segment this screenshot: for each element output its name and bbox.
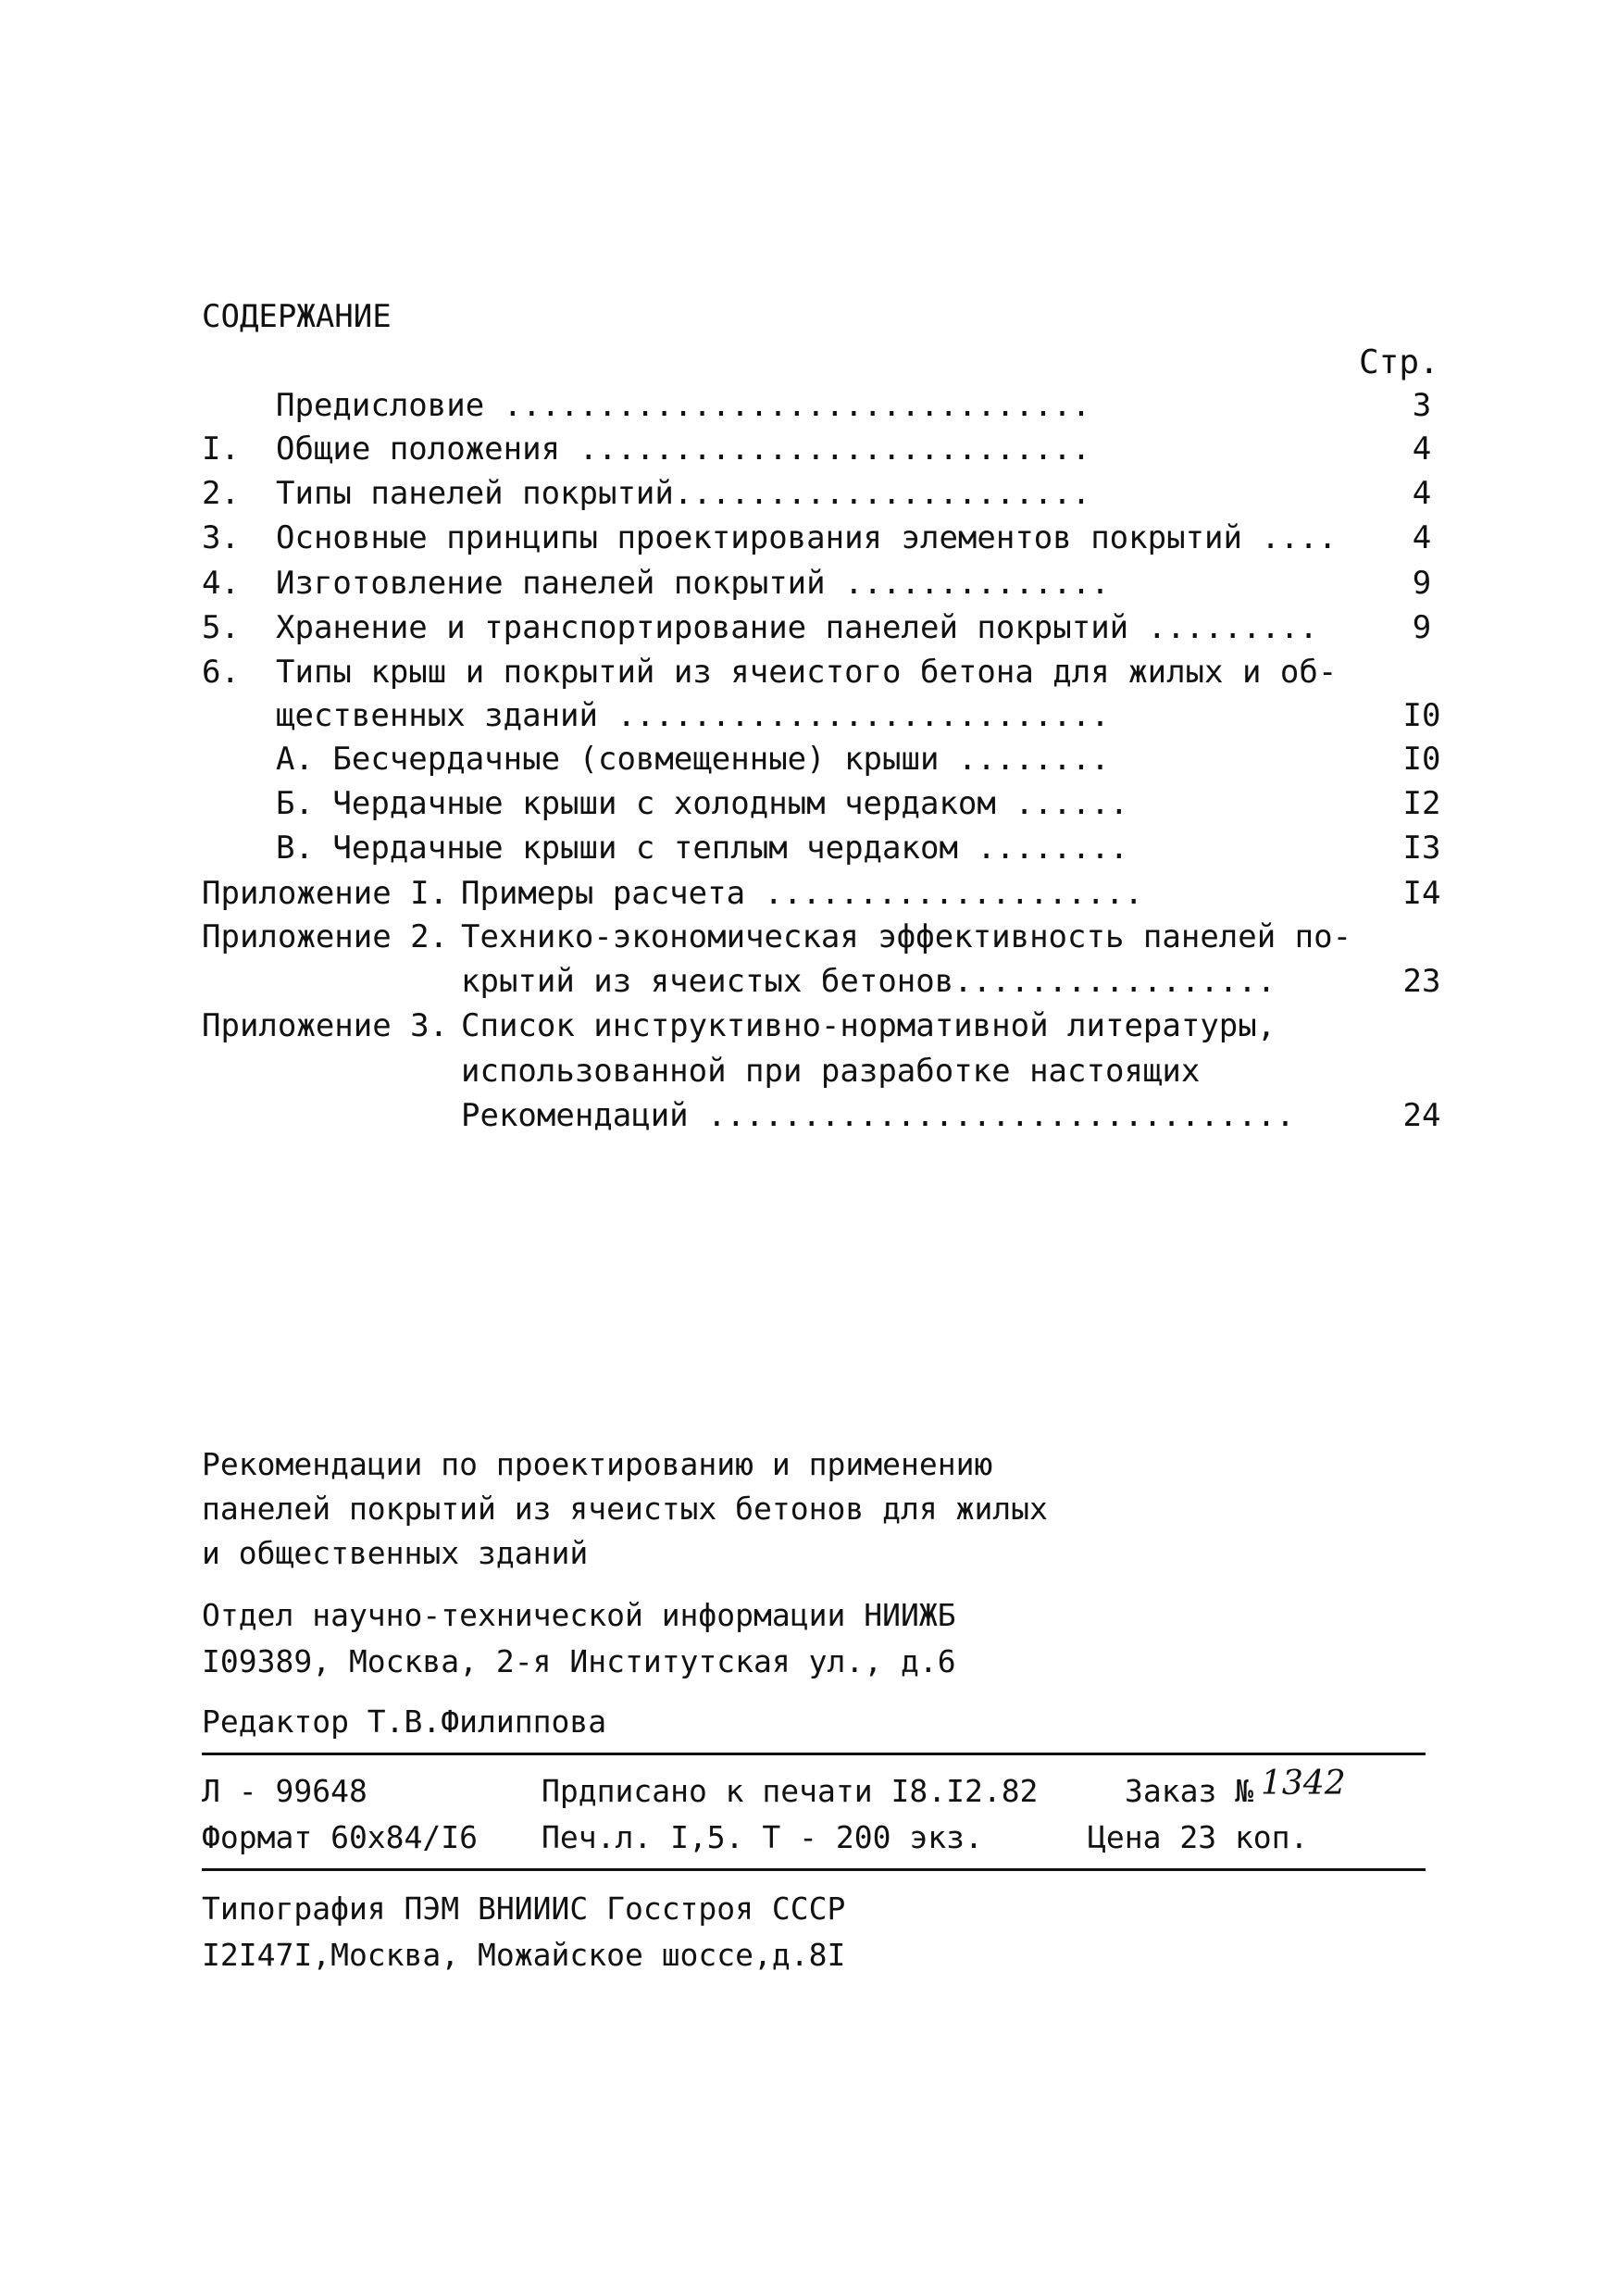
toc-entry bbox=[202, 609, 1432, 654]
dept-line-2: I09389, Москва, 2-я Институтская ул., д.6 bbox=[202, 1643, 956, 1679]
toc-entry-number: Приложение 2. bbox=[202, 918, 449, 955]
toc-entry-text: В. Чердачные крыши с теплым чердаком ........ bbox=[276, 830, 1129, 867]
divider-top bbox=[202, 1753, 1426, 1755]
toc-entry-page: 4 bbox=[1412, 519, 1432, 556]
toc-entry bbox=[202, 918, 1424, 963]
toc-entry bbox=[202, 1097, 1441, 1142]
toc-entry-page: I4 bbox=[1402, 875, 1441, 912]
toc-entry bbox=[202, 785, 1441, 830]
toc-entry-page: I0 bbox=[1402, 741, 1441, 778]
toc-entry-text: Основные принципы проектирования элементов покрытий .... bbox=[276, 519, 1338, 556]
toc-entry-page: 4 bbox=[1412, 430, 1432, 468]
toc-entry bbox=[202, 430, 1432, 475]
license-number: Л - 99648 bbox=[202, 1773, 367, 1809]
toc-entry-text: Хранение и транспортирование панелей покрытий ......... bbox=[276, 609, 1318, 646]
print-sheets: Печ.л. I,5. Т - 200 экз. bbox=[542, 1819, 983, 1855]
toc-entry bbox=[202, 1053, 1424, 1097]
toc-entry-text: Рекомендаций ............................... bbox=[461, 1097, 1295, 1134]
printer-line-1: Типография ПЭМ ВНИИИС Госстроя СССР bbox=[202, 1890, 846, 1927]
order-number-handwritten: 1342 bbox=[1261, 1765, 1346, 1803]
toc-entry-text: крытий из ячеистых бетонов................. bbox=[461, 963, 1277, 1000]
toc-entry-text: Список инструктивно-нормативной литературы, bbox=[461, 1007, 1277, 1044]
book-title-line-3: и общественных зданий bbox=[202, 1535, 589, 1571]
order-label: Заказ № bbox=[1125, 1773, 1254, 1809]
divider-bottom bbox=[202, 1868, 1426, 1871]
toc-entry-text: щественных зданий .......................... bbox=[276, 697, 1110, 734]
toc-entry bbox=[202, 1007, 1424, 1052]
toc-entry-page: I0 bbox=[1402, 697, 1441, 734]
toc-entry-text: Общие положения ........................... bbox=[276, 430, 1091, 468]
toc-entry bbox=[202, 654, 1424, 698]
printer-line-2: I2I47I,Москва, Можайское шоссе,д.8I bbox=[202, 1937, 846, 1973]
paper-format: Формат 60х84/I6 bbox=[202, 1819, 479, 1855]
toc-entry-number: Приложение 3. bbox=[202, 1007, 449, 1044]
toc-entry-text: Типы панелей покрытий...................... bbox=[276, 475, 1091, 512]
toc-entry-number: Приложение I. bbox=[202, 875, 449, 912]
book-title-line-1: Рекомендации по проектированию и применению bbox=[202, 1446, 993, 1482]
toc-entry-number: 5. bbox=[202, 609, 240, 646]
toc-entry-page: 9 bbox=[1412, 565, 1432, 602]
toc-entry bbox=[202, 387, 1432, 431]
toc-entry-number: 6. bbox=[202, 654, 240, 691]
page-column-label: Стр. bbox=[1359, 343, 1439, 381]
toc-entry bbox=[202, 697, 1441, 742]
toc-entry-number: 2. bbox=[202, 475, 240, 512]
toc-entry-text: Технико-экономическая эффективность панелей по- bbox=[461, 918, 1352, 955]
toc-entry-number: I. bbox=[202, 430, 240, 468]
toc-entry-number: 3. bbox=[202, 519, 240, 556]
toc-entry-page: 23 bbox=[1402, 963, 1441, 1000]
toc-entry-text: Типы крыш и покрытий из ячеистого бетона для жилых и об- bbox=[276, 654, 1338, 691]
toc-entry bbox=[202, 741, 1441, 785]
toc-entry-page: 9 bbox=[1412, 609, 1432, 646]
toc-entry bbox=[202, 963, 1441, 1007]
toc-entry bbox=[202, 875, 1441, 919]
signed-to-print: Прдписано к печати I8.I2.82 bbox=[542, 1773, 1039, 1809]
toc-entry bbox=[202, 519, 1432, 564]
toc-entry-text: использованной при разработке настоящих bbox=[461, 1053, 1201, 1090]
toc-entry-text: А. Бесчердачные (совмещенные) крыши ........ bbox=[276, 741, 1110, 778]
toc-entry bbox=[202, 565, 1432, 609]
dept-line-1: Отдел научно-технической информации НИИЖБ bbox=[202, 1597, 956, 1633]
toc-entry bbox=[202, 475, 1432, 519]
toc-title: СОДЕРЖАНИЕ bbox=[202, 298, 392, 335]
book-title-line-2: панелей покрытий из ячеистых бетонов для жилых bbox=[202, 1491, 1048, 1527]
toc-entry-text: Примеры расчета .................... bbox=[461, 875, 1143, 912]
toc-entry-page: 24 bbox=[1402, 1097, 1441, 1134]
toc-entry-text: Изготовление панелей покрытий .............. bbox=[276, 565, 1110, 602]
editor: Редактор Т.В.Филиппова bbox=[202, 1703, 607, 1740]
toc-entry-text: Предисловие ............................... bbox=[276, 387, 1091, 424]
toc-entry-number: 4. bbox=[202, 565, 240, 602]
toc-entry-page: 4 bbox=[1412, 475, 1432, 512]
toc-entry-page: I2 bbox=[1402, 785, 1441, 822]
toc-entry bbox=[202, 830, 1441, 874]
price: Цена 23 коп. bbox=[1088, 1819, 1309, 1855]
toc-entry-page: I3 bbox=[1402, 830, 1441, 867]
toc-entry-page: 3 bbox=[1412, 387, 1432, 424]
toc-entry-text: Б. Чердачные крыши с холодным чердаком ...... bbox=[276, 785, 1129, 822]
